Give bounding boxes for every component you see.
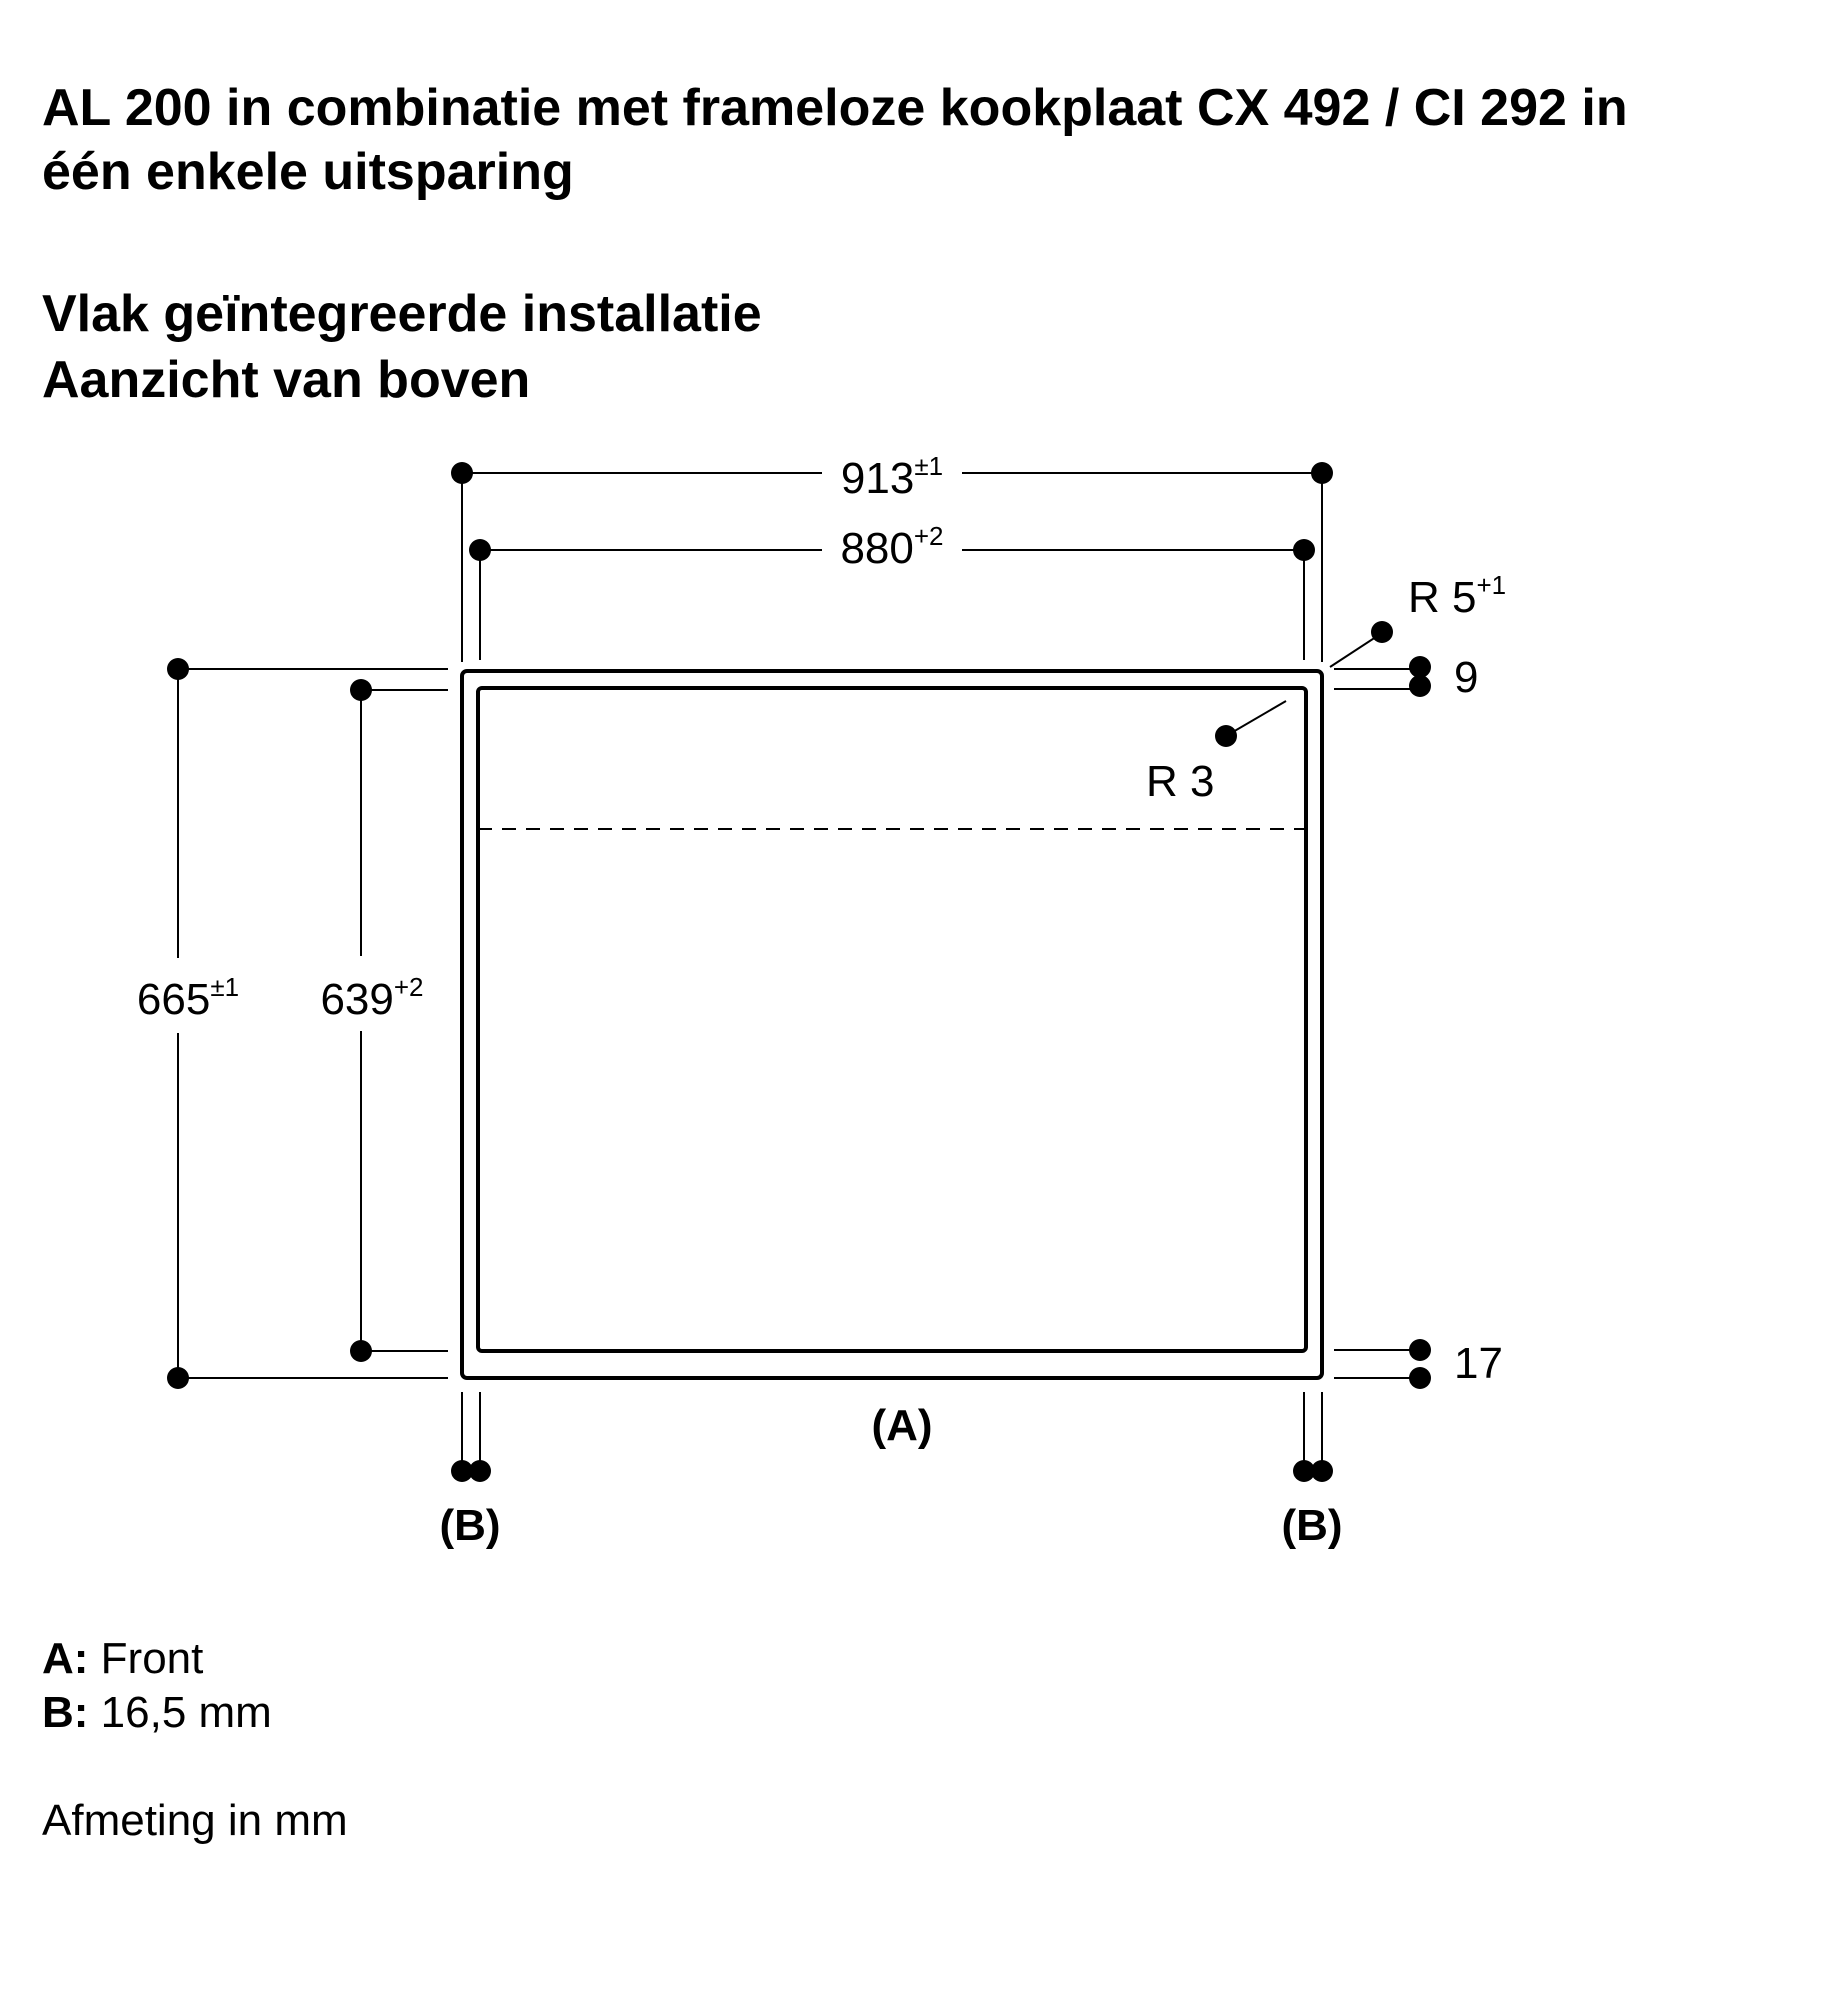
title-line-2: één enkele uitsparing bbox=[42, 143, 574, 201]
top-gap-label: 9 bbox=[1454, 653, 1479, 702]
outer-radius-label: R $5^{+1}$ bbox=[1408, 570, 1507, 622]
subtitle-line-1: Vlak geïntegreerde installatie bbox=[42, 285, 762, 343]
outer-width-label: $913^{\pm 1}$ bbox=[840, 451, 944, 503]
side-callout-right: (B) bbox=[1281, 1501, 1343, 1550]
inner-depth-label: $639^{+2}$ bbox=[320, 972, 424, 1024]
inner-radius-label: R 3 bbox=[1146, 757, 1215, 806]
inner-width-label: $880^{+2}$ bbox=[840, 521, 944, 573]
legend-b-key: B: bbox=[42, 1688, 89, 1737]
bottom-gap-label: 17 bbox=[1454, 1339, 1503, 1388]
subtitle-line-2: Aanzicht van boven bbox=[42, 351, 531, 409]
dim-bottom-gap bbox=[1334, 1350, 1420, 1378]
dim-side-left bbox=[462, 1392, 480, 1468]
legend-a-value: Front bbox=[100, 1634, 204, 1683]
legend-a-key: A: bbox=[42, 1634, 89, 1683]
dim-outer-depth bbox=[178, 669, 448, 1378]
dim-top-gap bbox=[1334, 669, 1420, 689]
legend-b-value: 16,5 mm bbox=[100, 1688, 272, 1737]
title-line-1: AL 200 in combinatie met frameloze kookplaat CX 492 / CI 292 in bbox=[42, 79, 1628, 137]
legend-a bbox=[42, 1632, 203, 1686]
dim-side-right bbox=[1304, 1392, 1322, 1468]
unit-note: Afmeting in mm bbox=[42, 1796, 348, 1845]
outer-depth-label: $665^{\pm 1}$ bbox=[136, 972, 240, 1024]
front-callout: (A) bbox=[871, 1401, 933, 1450]
dimension-dots bbox=[167, 462, 1431, 1482]
legend-b bbox=[42, 1686, 272, 1740]
side-callout-left: (B) bbox=[439, 1501, 501, 1550]
